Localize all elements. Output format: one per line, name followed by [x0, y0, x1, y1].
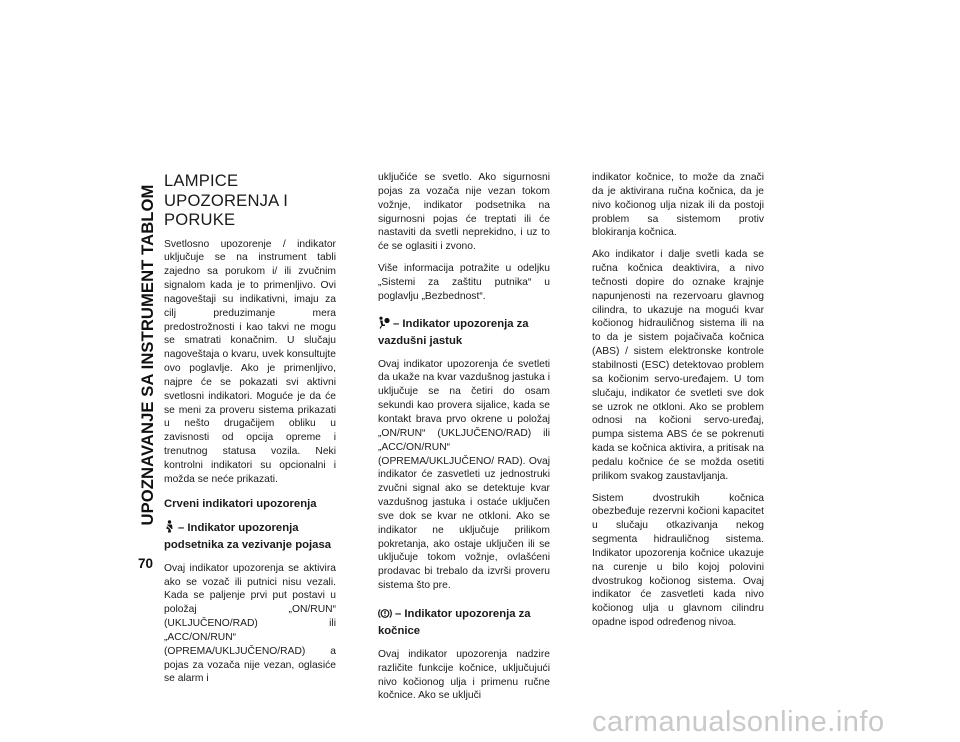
column-3 [592, 171, 764, 638]
section-title: LAMPICE UPOZORENJA I PORUKE [164, 171, 289, 229]
airbag-icon [378, 316, 390, 335]
brake-hydraulic-paragraph: Ako indikator i dalje svetli kada se ručna kočnica deaktivira, a nivo tečnosti dopire do oznake krajnje napunjenosti na rezervoaru glavnog cilindra, to ukazuje na mogući kvar kočionog hidrauličnog sistema ili na to da je sistem pojačivača kočnica (ABS) / sistem elektronske kontrole stabilnosti (ESC) detektovao problem sa kočionim servo-uređajem. U tom slučaju, indikator će svetleti sve dok se uzrok ne otkloni. Ako se problem odnosi na kočioni servo-uređaj, pumpa sistema ABS će se pokrenuti kada se kočnica aktivira, a pritisak na pedalu kočnice će se možda osetiti prilikom svakog zaustavljanja. [592, 249, 764, 482]
column-1 [164, 171, 336, 694]
subheading-red-indicators: Crveni indikatori upozorenja [164, 497, 317, 510]
brake-warning-icon [378, 608, 392, 625]
seatbelt-paragraph: Ovaj indikator upozorenja se aktivira ako se vozač ili putnici nisu vezali. Kada se paljenje prvi put postavi u položaj „ON/RUN“ (UKLJUČENO/RAD) ili „ACC/ON/RUN“ (OPREMA/UKLJUČENO/RAD) a pojas za vozača nije vezan, oglasiće se alarm i [164, 562, 336, 685]
airbag-heading [378, 316, 550, 350]
column-2 [378, 171, 550, 711]
brake-paragraph: Ovaj indikator upozorenja nadzire različite funkcije kočnice, uključujući nivo kočionog ulja i primenu ručne kočnice. Ako se uključi [378, 648, 550, 702]
watermark: carmanualsonline.info [592, 706, 885, 738]
brake-continued-paragraph: indikator kočnice, to može da znači da je aktivirana ručna kočnica, da je nivo kočionog ulja nizak ili da postoji problem sa sistemom protiv blokiranja kočnica. [592, 172, 764, 239]
airbag-paragraph: Ovaj indikator upozorenja će svetleti da ukaže na kvar vazdušnog jastuka i uključuje se na četiri do osam sekundi kao provera sijalice, kada se kontakt brava prvo okrene u položaj „ON/RUN“ (UKLJUČENO/RAD) ili „ACC/ON/RUN“ (OPREMA/UKLJUČENO/ RAD). Ovaj indikator će zasvetleti uz jednostruki zvučni signal ako se detektuje kvar vazdušnog jastuka i ostaće uključen sve dok se kvar ne otkloni. Ako se indikator ne uključuje prilikom pokretanja, ako ostaje uključen ili se uključuje tokom vožnje, ovlašćeni prodavac bi trebalo da izvrši proveru sistema što pre. [378, 358, 550, 592]
intro-paragraph: Svetlosno upozorenje / indikator uključuje se na instrument tabli zajedno sa porukom i/ ili zvučnim signalom kada je to primenljivo. Ovi nagoveštaji su indikativni, imaju za cilj preduzimanje mera predostrožnosti i kao takvi ne mogu se smatrati konačnim. U slučaju nagoveštaja o kvaru, uvek konsultujte ovo poglavlje. Ako je primenljivo, najpre će se pokazati svi aktivni svetlosni indikatori. Moguće je da će se meni za proveru sistema prikazati u nešto drugačijem obliku u zavisnosti od opcija opreme i trenutnog statusa vozila. Neki kontrolni indikatori su opcionalni i možda se neće prikazati. [164, 238, 336, 485]
seatbelt-heading [164, 520, 336, 554]
chapter-side-tab [136, 166, 160, 544]
airbag-heading-text: – Indikator upozorenja za vazdušni jastuk [378, 317, 529, 348]
seatbelt-heading-text: – Indikator upozorenja podsetnika za vezivanje pojasa [164, 521, 332, 552]
page-number: 70 [138, 556, 154, 571]
brake-heading [378, 607, 550, 640]
chapter-title: UPOZNAVANJE SA INSTRUMENT TABLOM [138, 184, 157, 526]
more-info-paragraph: Više informacija potražite u odeljku „Sistemi za zaštitu putnika“ u poglavlju „Bezbednost“. [378, 263, 550, 302]
dual-brake-paragraph: Sistem dvostrukih kočnica obezbeđuje rezervni kočioni kapacitet u slučaju otkazivanja nekog segmenta hidrauličnog sistema. Indikator upozorenja kočnice ukazuje na curenje u bilo kojoj polovini dvostrukog kočionog sistema. Ovaj indikator će zasvetleti kada nivo kočionog ulja u glavnom cilindru opadne ispod određenog nivoa. [592, 492, 764, 629]
brake-heading-text: – Indikator upozorenja za kočnice [378, 607, 531, 638]
seatbelt-icon [164, 520, 175, 539]
seatbelt-continued-paragraph: uključiće se svetlo. Ako sigurnosni pojas za vozača nije vezan tokom vožnje, indikator podsetnika na sigurnosni pojas će treptati ili će nastaviti da svetli neprekidno, i uz to će se oglasiti i zvono. [378, 172, 550, 253]
